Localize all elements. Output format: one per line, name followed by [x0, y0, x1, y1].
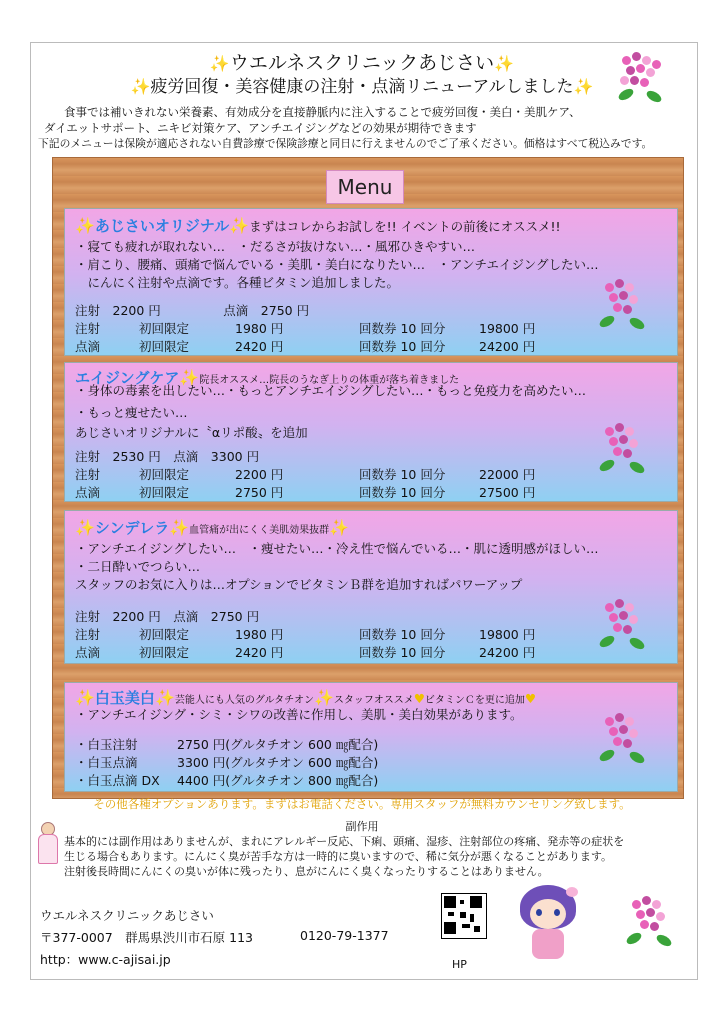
menu-card-cinderella: ✨シンデレラ✨血管痛が出にくく美肌効果抜群✨ ・アンチエイジングしたい… ・痩せたい…・冷え性で悩んでいる…・肌に透明感がほしい… ・二日酔いでつらい… スタッフのお気に入りは…オプションでビタミンＢ群を追加すればパワーアップ 注射 2200 円 点滴 2750 円 注射 初回限定 1980 円 回数券 10 回分 19800 円 点滴 初回限定 2420 円 回数券 10 回分 24200 円: [64, 510, 678, 664]
hp-label: HP: [452, 958, 467, 971]
mascot-icon: [512, 885, 584, 967]
card-tagline: 血管痛が出にくく美肌効果抜群: [189, 525, 330, 536]
menu-card-shiratama: ✨白玉美白✨芸能人にも人気のグルタチオン✨スタッフオススメ♥ビタミンＣを更に追加♥ ・アンチエイジング・シミ・シワの改善に作用し、美肌・美白効果があります。 ・白玉注射 2750 円(グルタチオン 600 ㎎配合) ・白玉点滴 3300 円(グルタチオン 600 ㎎配合) ・白玉点滴 DX 4400 円(グルタチオン 800 ㎎配合): [64, 682, 678, 792]
sparkle-icon: ✨: [154, 688, 175, 707]
sparkle-icon: ✨: [329, 518, 350, 537]
renewal-headline: ✨疲労回復・美容健康の注射・点滴リニューアルしました✨: [130, 77, 594, 97]
intro-line: ダイエットサポート、ニキビ対策ケア、アンチエイジングなどの効果が期待できます: [44, 121, 477, 135]
side-effect-line: 注射後長時間にんにくの臭いが体に残ったり、息がにんにく臭くなったりすることはありません。: [64, 865, 549, 878]
footer-address: 〒377-0007 群馬県渋川市石原 113: [40, 930, 254, 945]
menu-card-ajisai-original: ✨あじさいオリジナル✨まずはコレからお試しを!! イベントの前後にオススメ!! ・寝ても疲れが取れない… ・だるさが抜けない…・風邪ひきやすい… ・肩こり、腰痛、頭痛で悩んでいる・美肌・美白になりたい… ・アンチエイジングしたい… にんにく注射や点滴です。各種ビタミン追加しました。 注射 2200 円 点滴 2750 円 注射 初回限定 1980 円 回数券 10 回分 19800 円 点滴 初回限定 2420 円 回数券 10 回分 24200 円: [64, 208, 678, 356]
card-name: 白玉美白: [94, 689, 155, 707]
option-note: その他各種オプションあります。まずはお電話ください。専用スタッフが無料カウンセリング致します。: [93, 797, 631, 811]
sparkle-icon: ✨: [75, 216, 95, 235]
card-tagline: 芸能人にも人気のグルタチオン: [174, 695, 314, 706]
sparkle-icon: ✨: [573, 77, 594, 96]
card-tagline: 院長オススメ…院長のうなぎ上りの体重が落ち着きました: [199, 375, 460, 386]
side-effect-line: 生じる場合もあります。にんにく臭が苦手な方は一時的に臭いますので、稀に気分が悪くなることがあります。: [64, 850, 613, 863]
card-line: ・肩こり、腰痛、頭痛で悩んでいる・美肌・美白になりたい… ・アンチエイジングしたい…: [75, 257, 599, 272]
sparkle-icon: ✨: [494, 54, 515, 73]
price-line: 注射 2200 円 点滴 2750 円: [75, 303, 310, 318]
intro-line: 下記のメニューは保険が適応されない自費診療で保険診療と同日に行えませんのでご了承ください。価格はすべて税込みです。: [38, 137, 653, 150]
card-line: ・身体の毒素を出したい…・もっとアンチエイジングしたい…・もっと免疫力を高めたい…: [75, 383, 586, 398]
card-tagline: まずはコレからお試しを!! イベントの前後にオススメ!!: [249, 219, 561, 234]
sparkle-icon: ✨: [75, 688, 95, 707]
card-name: エイジングケア: [75, 369, 180, 387]
card-line: ・もっと痩せたい…: [75, 405, 188, 420]
menu-title: Menu: [326, 170, 404, 204]
hydrangea-icon: [599, 423, 647, 475]
footer-clinic-name: ウエルネスクリニックあじさい: [40, 908, 214, 923]
card-line: にんにく注射や点滴です。各種ビタミン追加しました。: [75, 275, 400, 290]
hydrangea-icon: [599, 279, 647, 331]
hydrangea-icon: [599, 713, 647, 765]
heart-icon: ♥: [413, 691, 425, 706]
sparkle-icon: ✨: [229, 216, 250, 235]
card-line: ・アンチエイジング・シミ・シワの改善に作用し、美肌・美白効果があります。: [75, 707, 523, 722]
menu-card-aging-care: エイジングケア✨院長オススメ…院長のうなぎ上りの体重が落ち着きました ・身体の毒素を出したい…・もっとアンチエイジングしたい…・もっと免疫力を高めたい… ・もっと痩せたい… あじさいオリジナルに〝αリポ酸〟を追加 注射 2530 円 点滴 3300 円 注射 初回限定 2200 円 回数券 10 回分 22000 円 点滴 初回限定 2750 円 回数券 10 回分 27500 円: [64, 362, 678, 502]
card-line: ・二日酔いでつらい…: [75, 559, 201, 574]
heart-icon: ♥: [524, 691, 537, 706]
side-effect-line: 基本的には副作用はありませんが、まれにアレルギー反応、下痢、頭痛、湿疹、注射部位の疼痛、発赤等の症状を: [64, 835, 625, 848]
card-line: ・アンチエイジングしたい… ・痩せたい…・冷え性で悩んでいる…・肌に透明感がほしい…: [75, 541, 599, 556]
sparkle-icon: ✨: [130, 77, 151, 96]
nurse-icon: [36, 822, 58, 866]
sparkle-icon: ✨: [209, 54, 230, 73]
card-line: スタッフのお気に入りは…オプションでビタミンＢ群を追加すればパワーアップ: [75, 577, 523, 592]
card-line: ・寝ても疲れが取れない… ・だるさが抜けない…・風邪ひきやすい…: [75, 239, 476, 254]
footer-url[interactable]: http：www.c-ajisai.jp: [40, 952, 171, 967]
side-effects-title: 副作用: [345, 820, 379, 833]
card-name: あじさいオリジナル: [94, 217, 230, 235]
hydrangea-icon: [626, 896, 674, 948]
card-tagline: スタッフオススメ: [333, 695, 414, 706]
price-line: 注射 2200 円 点滴 2750 円: [75, 609, 260, 624]
qr-code-icon[interactable]: [441, 893, 487, 939]
footer-phone[interactable]: 0120-79-1377: [300, 928, 389, 943]
intro-text: [38, 104, 684, 152]
clinic-title: ✨ウエルネスクリニックあじさい✨: [209, 52, 515, 74]
sparkle-icon: ✨: [169, 518, 190, 537]
price-line: 注射 2530 円 点滴 3300 円: [75, 449, 260, 464]
card-name: シンデレラ: [94, 519, 170, 537]
intro-line: 食事では補いきれない栄養素、有効成分を直接静脈内に注入することで疲労回復・美白・美肌ケア、: [64, 105, 581, 119]
card-tagline: ビタミンＣを更に追加: [424, 695, 525, 706]
sparkle-icon: ✨: [75, 518, 95, 537]
sparkle-icon: ✨: [313, 688, 334, 707]
hydrangea-icon: [616, 52, 664, 104]
card-line: あじさいオリジナルに〝αリポ酸〟を追加: [75, 425, 308, 440]
sparkle-icon: ✨: [179, 368, 200, 387]
hydrangea-icon: [599, 599, 647, 651]
side-effects-text: [64, 834, 684, 879]
